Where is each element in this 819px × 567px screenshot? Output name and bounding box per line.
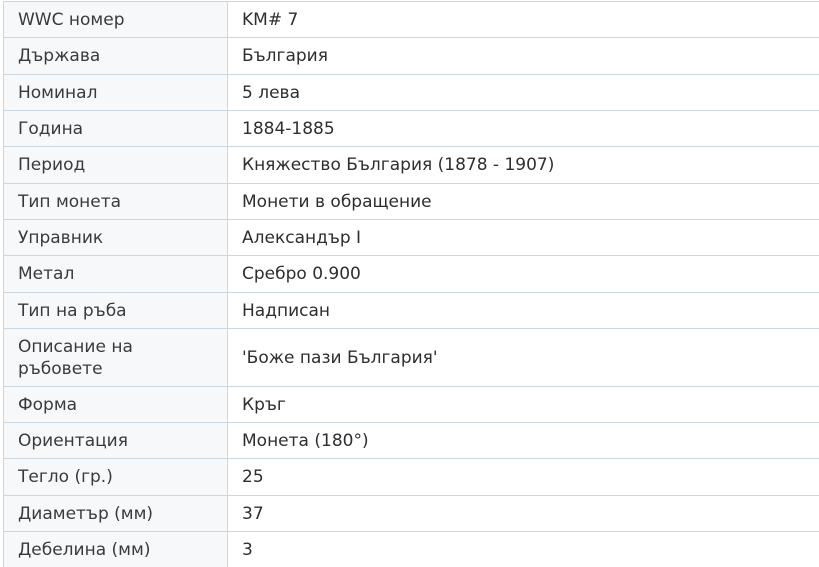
spec-label: Период xyxy=(4,147,228,184)
spec-label: Тегло (гр.) xyxy=(4,459,228,496)
spec-label: Описание на ръбовете xyxy=(4,329,228,387)
spec-label: Управник xyxy=(4,220,228,256)
table-row xyxy=(4,38,819,75)
table-row xyxy=(4,459,819,496)
spec-value: 3 xyxy=(228,532,819,567)
spec-value: 37 xyxy=(228,496,819,532)
spec-label: WWC номер xyxy=(4,2,228,38)
spec-label: Тип на ръба xyxy=(4,293,228,329)
spec-label: Ориентация xyxy=(4,423,228,459)
table-row xyxy=(4,423,819,459)
spec-label: Тип монета xyxy=(4,184,228,220)
spec-value: Сребро 0.900 xyxy=(228,256,819,293)
spec-label: Държава xyxy=(4,38,228,75)
spec-value: 1884-1885 xyxy=(228,111,819,147)
table-row xyxy=(4,329,819,387)
spec-value: Кръг xyxy=(228,387,819,423)
table-row xyxy=(4,496,819,532)
spec-value: България xyxy=(228,38,819,75)
spec-value: Монети в обращение xyxy=(228,184,819,220)
table-row xyxy=(4,75,819,111)
spec-value: KM# 7 xyxy=(228,2,819,38)
spec-value: 'Боже пази България' xyxy=(228,329,819,387)
table-row xyxy=(4,147,819,184)
spec-value: 5 лева xyxy=(228,75,819,111)
table-row xyxy=(4,256,819,293)
table-row xyxy=(4,111,819,147)
table-row xyxy=(4,293,819,329)
table-row xyxy=(4,532,819,567)
table-row xyxy=(4,387,819,423)
spec-label: Форма xyxy=(4,387,228,423)
spec-label: Метал xyxy=(4,256,228,293)
spec-value: Надписан xyxy=(228,293,819,329)
table-row xyxy=(4,184,819,220)
specs-table-body xyxy=(4,2,819,567)
spec-value: Александър I xyxy=(228,220,819,256)
spec-label: Дебелина (мм) xyxy=(4,532,228,567)
spec-value: Княжество България (1878 - 1907) xyxy=(228,147,819,184)
table-row xyxy=(4,2,819,38)
table-row xyxy=(4,220,819,256)
spec-label: Номинал xyxy=(4,75,228,111)
spec-value: 25 xyxy=(228,459,819,496)
spec-label: Диаметър (мм) xyxy=(4,496,228,532)
spec-value: Монета (180°) xyxy=(228,423,819,459)
spec-label: Година xyxy=(4,111,228,147)
coin-specs-table xyxy=(3,1,819,567)
